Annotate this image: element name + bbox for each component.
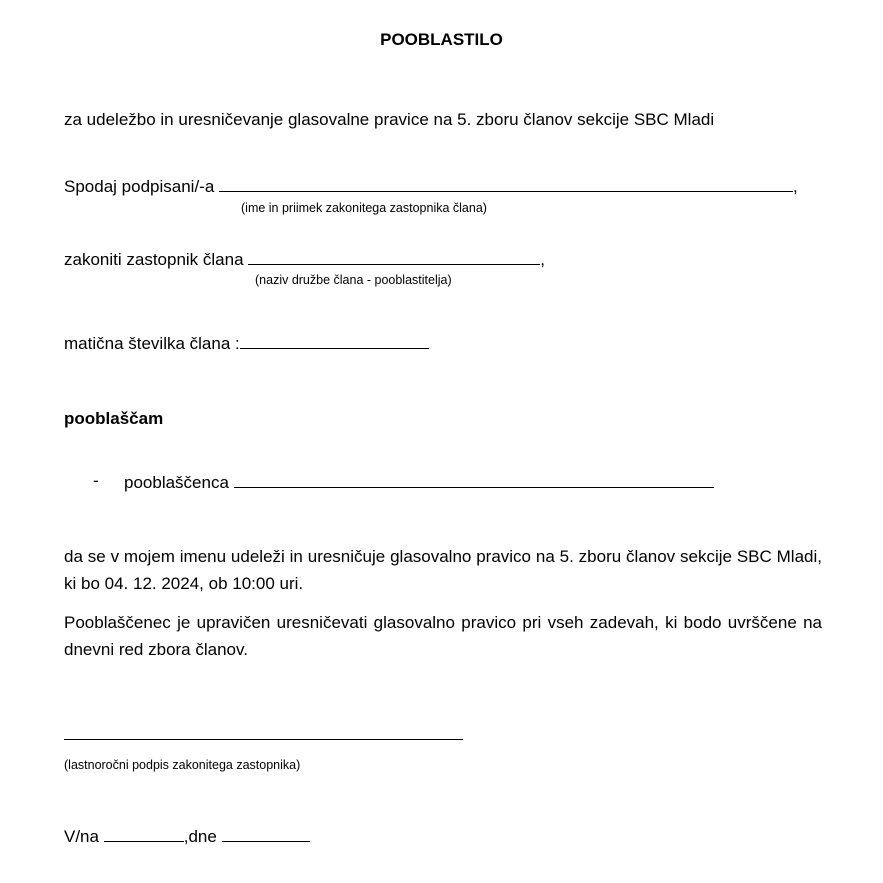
proxy-bullet: - <box>93 471 99 490</box>
signer-name-field[interactable] <box>219 175 793 192</box>
signature-hint: (lastnoročni podpis zakonitega zastopnika) <box>64 758 301 772</box>
representative-label: zakoniti zastopnik člana <box>64 250 244 269</box>
signature-line[interactable] <box>64 739 463 740</box>
document-title: POOBLASTILO <box>380 30 503 49</box>
proxy-name-field[interactable] <box>234 471 714 488</box>
signer-label: Spodaj podpisani/-a <box>64 177 215 196</box>
place-field[interactable] <box>104 825 184 842</box>
date-label: ,dne <box>183 827 217 846</box>
place-label: V/na <box>64 827 99 846</box>
proxy-label: pooblaščenca <box>124 473 229 492</box>
scope-paragraph: Pooblaščenec je upravičen uresničevati glasovalno pravico pri vseh zadevah, ki bodo uvrščene na dnevni red zbora članov. <box>64 613 822 659</box>
member-number-row <box>64 332 429 354</box>
document-subtitle: za udeležbo in uresničevanje glasovalne pravice na 5. zboru članov sekcije SBC Mladi <box>64 110 715 129</box>
signer-hint: (ime in priimek zakonitega zastopnika člana) <box>241 201 487 215</box>
member-number-label: matična številka člana : <box>64 334 240 353</box>
signer-row <box>64 175 798 197</box>
date-field[interactable] <box>222 825 310 842</box>
proxy-row <box>124 471 714 493</box>
authorize-heading: pooblaščam <box>64 409 164 428</box>
authorization-paragraph: da se v mojem imenu udeleži in uresničuje glasovalno pravico na 5. zboru članov sekcije SBC Mladi, ki bo 04. 12. 2024, ob 10:00 uri. <box>64 547 822 593</box>
place-date-row <box>64 825 310 847</box>
representative-suffix: , <box>540 250 546 269</box>
company-name-field[interactable] <box>248 248 540 265</box>
member-number-field[interactable] <box>240 332 429 349</box>
signer-suffix: , <box>793 177 798 196</box>
representative-row <box>64 248 545 270</box>
representative-hint: (naziv družbe člana - pooblastitelja) <box>255 273 452 287</box>
